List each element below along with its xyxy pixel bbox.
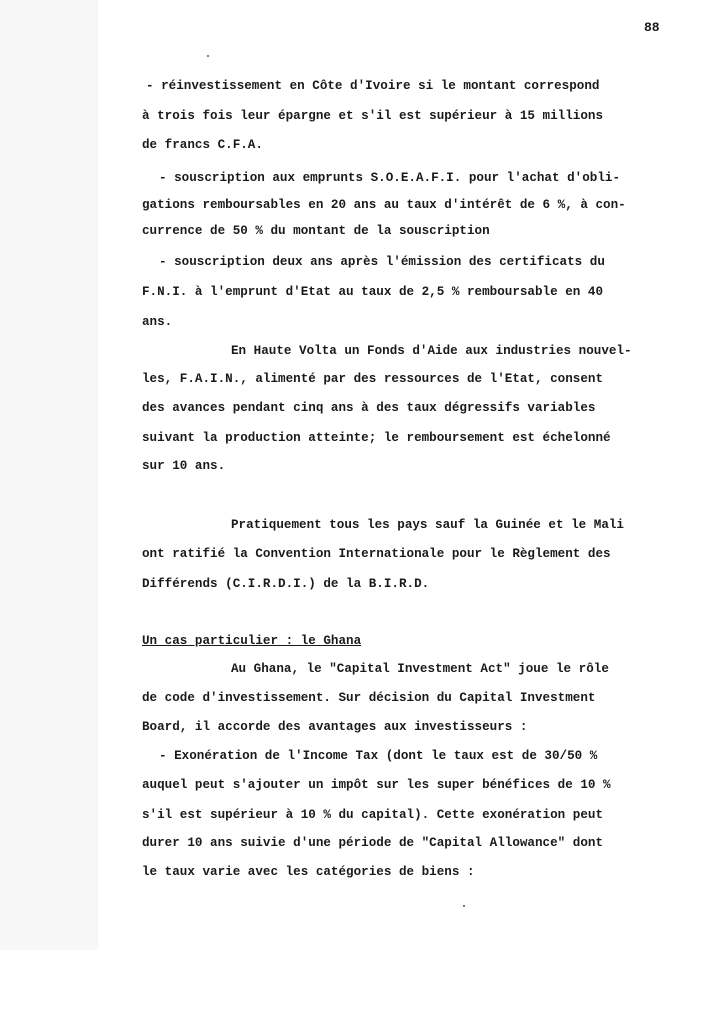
text-line: ans. xyxy=(142,315,173,329)
page-number: 88 xyxy=(644,20,660,35)
text-line: des avances pendant cinq ans à des taux dégressifs variables xyxy=(142,401,596,415)
text-line: Différends (C.I.R.D.I.) de la B.I.R.D. xyxy=(142,577,430,591)
text-line: de francs C.F.A. xyxy=(142,138,263,152)
text-line: currence de 50 % du montant de la souscription xyxy=(142,224,490,238)
section-heading: Un cas particulier : le Ghana xyxy=(142,634,362,648)
text-line: Board, il accorde des avantages aux investisseurs : xyxy=(142,720,528,734)
text-line: - souscription aux emprunts S.O.E.A.F.I. pour l'achat d'obli- xyxy=(159,171,621,185)
text-line: Pratiquement tous les pays sauf la Guinée et le Mali xyxy=(231,518,624,532)
scan-margin xyxy=(0,0,98,950)
text-line: En Haute Volta un Fonds d'Aide aux industries nouvel- xyxy=(231,344,632,358)
text-line: ont ratifié la Convention Internationale pour le Règlement des xyxy=(142,547,611,561)
text-line: - Exonération de l'Income Tax (dont le taux est de 30/50 % xyxy=(159,749,598,763)
text-line: Au Ghana, le "Capital Investment Act" joue le rôle xyxy=(231,662,609,676)
text-line: suivant la production atteinte; le remboursement est échelonné xyxy=(142,431,611,445)
scan-speck xyxy=(463,905,465,907)
text-line: sur 10 ans. xyxy=(142,459,226,473)
text-line: - réinvestissement en Côte d'Ivoire si le montant correspond xyxy=(146,79,600,93)
scan-speck xyxy=(207,55,209,57)
text-line: - souscription deux ans après l'émission des certificats du xyxy=(159,255,605,269)
text-line: le taux varie avec les catégories de biens : xyxy=(142,865,475,879)
text-line: à trois fois leur épargne et s'il est supérieur à 15 millions xyxy=(142,109,604,123)
text-line: de code d'investissement. Sur décision du Capital Investment xyxy=(142,691,596,705)
text-line: s'il est supérieur à 10 % du capital). Cette exonération peut xyxy=(142,808,604,822)
text-line: auquel peut s'ajouter un impôt sur les super bénéfices de 10 % xyxy=(142,778,611,792)
text-line: F.N.I. à l'emprunt d'Etat au taux de 2,5 % remboursable en 40 xyxy=(142,285,604,299)
text-line: gations remboursables en 20 ans au taux d'intérêt de 6 %, à con- xyxy=(142,198,626,212)
text-line: durer 10 ans suivie d'une période de "Capital Allowance" dont xyxy=(142,836,604,850)
text-line: les, F.A.I.N., alimenté par des ressources de l'Etat, consent xyxy=(142,372,604,386)
